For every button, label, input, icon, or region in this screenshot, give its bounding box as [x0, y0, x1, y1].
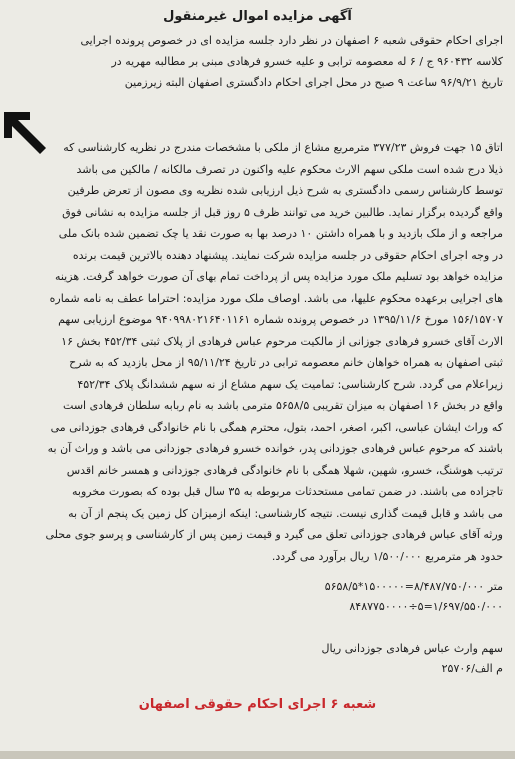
- body-line: باشند که مرحوم عباس فرهادی جوزدانی پدر، خوانده خسرو فرهادی جوزدانی می باشد و وراث آن به: [47, 442, 503, 455]
- share-line: سهم وارث عباس فرهادی جوزدانی ریال: [321, 642, 503, 655]
- body-line: حدود هر مترمربع ۱/۵۰۰/۰۰۰ ریال برآورد می گردد.: [271, 549, 503, 563]
- body-line: های اجرایی برعهده محکوم علیها، می باشد. اوصاف ملک مورد مزایده: احتراما عطف به نامه شماره: [49, 291, 503, 305]
- page-edge: [0, 751, 515, 759]
- body-line: در وجه اجرای احکام حقوقی در جلسه مزایده شرکت نمایند. پیشنهاد دهنده بالاترین قیمت برنده: [72, 248, 503, 262]
- notice-intro: [12, 30, 503, 93]
- body-line: توسط کارشناس رسمی دادگستری به شرح ذیل ارزیابی شده نظریه وی مصون از تعرض طرفین: [67, 184, 503, 197]
- share-summary: [12, 639, 503, 679]
- valuation-calculation: [12, 577, 503, 617]
- calc-line: ۸۴۸۷۷۵۰۰۰۰÷۵=۱/۶۹۷/۵۵۰/۰۰۰: [349, 600, 503, 613]
- body-line: اتاق ۱۵ جهت فروش ۳۷۷/۲۳ مترمربع مشاع از ملکی با مشخصات مندرج در نظریه کارشناسی که: [63, 141, 503, 154]
- notice-body: [12, 137, 503, 567]
- body-line: ترتیب هوشنگ، خسرو، شهین، شهلا همگی با نام خانوادگی فرهادی جوزدانی و همسر خانم اقدس: [66, 463, 503, 477]
- body-line: ذیلا درج شده است ملکی سهم الارث محکوم علیه واکنون در تصرف مالکانه / مالکین می باشد: [76, 162, 503, 176]
- body-line: مراجعه و از ملک بازدید و با همراه داشتن ۱۰ درصد بها به صورت نقد یا چک تضمین شده بانک ملی: [58, 227, 503, 240]
- intro-line: اجرای احکام حقوقی شعبه ۶ اصفهان در نظر دارد جلسه مزایده ای در خصوص پرونده اجرایی: [80, 34, 503, 47]
- body-line: مزایده خواهد بود تسلیم ملک مورد مزایده پس از پرداخت تمام بهای آن صورت خواهد گرفت. هزینه: [54, 270, 503, 283]
- body-line: تاجزاده می باشند. در ضمن تمامی مستحدثات مربوطه به ۳۵ سال قبل بوده که بصورت مخروبه: [72, 485, 503, 498]
- body-line: ثبتی اصفهان به همراه خواهان خانم معصومه ترابی در تاریخ ۹۵/۱۱/۲۴ از محل بازدید که به شرح: [69, 356, 503, 369]
- issuing-office: شعبه ۶ اجرای احکام حقوقی اصفهان: [138, 697, 377, 712]
- notice-heading: آگهی مزایده اموال غیرمنقول: [163, 9, 352, 24]
- body-line: ۱۵۶/۱۵۷۰۷ مورخ ۱۳۹۵/۱۱/۶ در خصوص پرونده شماره ۹۴۰۹۹۸۰۲۱۶۴۰۱۱۶۱ موضوع ارزیابی سهم: [58, 313, 503, 326]
- body-line: واقع گردیده برگزار نماید. طالبین خرید می توانند ظرف ۵ روز قبل از جلسه مزایده به نشانی فوق: [62, 205, 503, 219]
- body-line: ورثه آقای عباس فرهادی جوزدانی تعلق می گیرد و قیمت زمین پس از کارشناسی و پرسو جوی محلی: [45, 528, 503, 541]
- intro-line: کلاسه ۹۶۰۴۳۲ ج / ۶ له معصومه ترابی و علیه خسرو فرهادی مبنی بر مطالبه مهریه در: [111, 55, 503, 68]
- reference-number: م الف/۲۵۷۰۶: [441, 662, 503, 675]
- calc-line: ۵۶۵۸/۵*۱۵۰۰۰۰۰=۸/۴۸۷/۷۵۰/۰۰۰ متر: [324, 580, 503, 593]
- body-line: زیراعلام می گردد. شرح کارشناسی: تمامیت یک سهم مشاع از نه سهم ششدانگ پلاک ۴۵۲/۳۴: [77, 377, 503, 391]
- body-line: الارث آقای خسرو فرهادی جوزانی از مالکیت مرحوم عباس فرهادی از پلاک ثبتی ۴۵۲/۳۴ بخش ۱۶: [61, 334, 503, 348]
- intro-line: تاریخ ۹۶/۹/۲۱ ساعت ۹ صبح در محل اجرای احکام دادگستری اصفهان البته زیرزمین: [124, 76, 503, 89]
- body-line: واقع در بخش ۱۶ اصفهان به میزان تقریبی ۵۶۵۸/۵ مترمی باشد به نام ربابه سلطان فرهادی است: [63, 399, 503, 412]
- body-line: می باشد و قابل قیمت گذاری نیست. نتیجه کارشناسی: اینکه ازمیزان کل زمین یک پنجم از آن به: [68, 506, 503, 520]
- corner-arrow-icon: [4, 112, 48, 156]
- body-line: که وراث ایشان عباسی، اکبر، اصغر، احمد، بتول، محترم همگی با نام خانوادگی فرهادی جوزدانی می: [50, 420, 503, 434]
